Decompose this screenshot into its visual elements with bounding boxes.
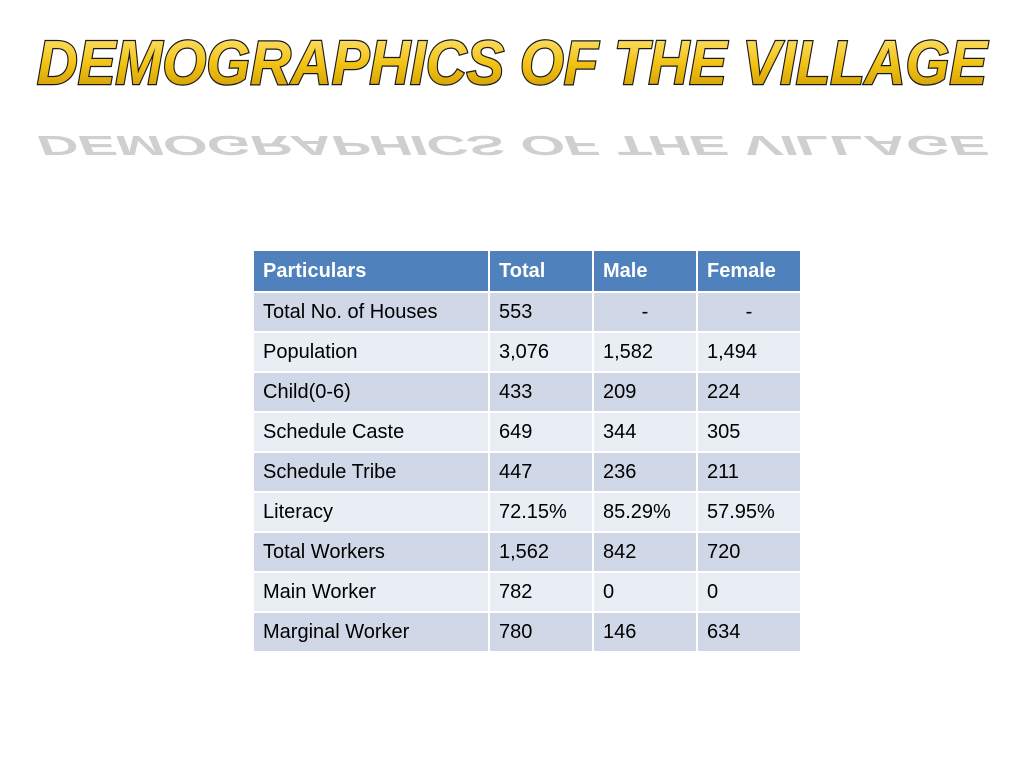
cell-particular: Population	[253, 332, 489, 372]
table-row	[253, 452, 801, 492]
cell-male: -	[593, 292, 697, 332]
cell-male: 236	[593, 452, 697, 492]
demographics-table-container	[252, 249, 802, 653]
table-row	[253, 332, 801, 372]
cell-female: -	[697, 292, 801, 332]
cell-total: 780	[489, 612, 593, 652]
cell-female: 224	[697, 372, 801, 412]
table-row	[253, 572, 801, 612]
title-text: DEMOGRAPHICS OF THE VILLAGE	[37, 29, 989, 98]
table-row	[253, 412, 801, 452]
cell-particular: Marginal Worker	[253, 612, 489, 652]
cell-male: 842	[593, 532, 697, 572]
cell-particular: Total No. of Houses	[253, 292, 489, 332]
cell-female: 211	[697, 452, 801, 492]
cell-particular: Schedule Tribe	[253, 452, 489, 492]
cell-male: 0	[593, 572, 697, 612]
cell-female: 305	[697, 412, 801, 452]
title-graphic	[0, 22, 1024, 162]
cell-male: 146	[593, 612, 697, 652]
header-particulars: Particulars	[253, 250, 489, 292]
demographics-table	[252, 249, 802, 653]
slide-title	[0, 22, 1024, 162]
cell-male: 344	[593, 412, 697, 452]
table-header-row	[253, 250, 801, 292]
cell-male: 209	[593, 372, 697, 412]
cell-total: 3,076	[489, 332, 593, 372]
cell-total: 782	[489, 572, 593, 612]
cell-total: 1,562	[489, 532, 593, 572]
cell-total: 649	[489, 412, 593, 452]
cell-particular: Literacy	[253, 492, 489, 532]
table-row	[253, 532, 801, 572]
cell-particular: Main Worker	[253, 572, 489, 612]
table-row	[253, 292, 801, 332]
cell-particular: Total Workers	[253, 532, 489, 572]
title-reflection: DEMOGRAPHICS OF THE VILLAGE	[37, 129, 990, 162]
header-female: Female	[697, 250, 801, 292]
cell-female: 634	[697, 612, 801, 652]
header-total: Total	[489, 250, 593, 292]
cell-total: 447	[489, 452, 593, 492]
table-row	[253, 372, 801, 412]
cell-male: 85.29%	[593, 492, 697, 532]
cell-total: 433	[489, 372, 593, 412]
cell-particular: Child(0-6)	[253, 372, 489, 412]
header-male: Male	[593, 250, 697, 292]
cell-male: 1,582	[593, 332, 697, 372]
cell-female: 57.95%	[697, 492, 801, 532]
cell-female: 720	[697, 532, 801, 572]
table-row	[253, 492, 801, 532]
cell-total: 72.15%	[489, 492, 593, 532]
cell-female: 0	[697, 572, 801, 612]
cell-total: 553	[489, 292, 593, 332]
table-row	[253, 612, 801, 652]
cell-female: 1,494	[697, 332, 801, 372]
cell-particular: Schedule Caste	[253, 412, 489, 452]
